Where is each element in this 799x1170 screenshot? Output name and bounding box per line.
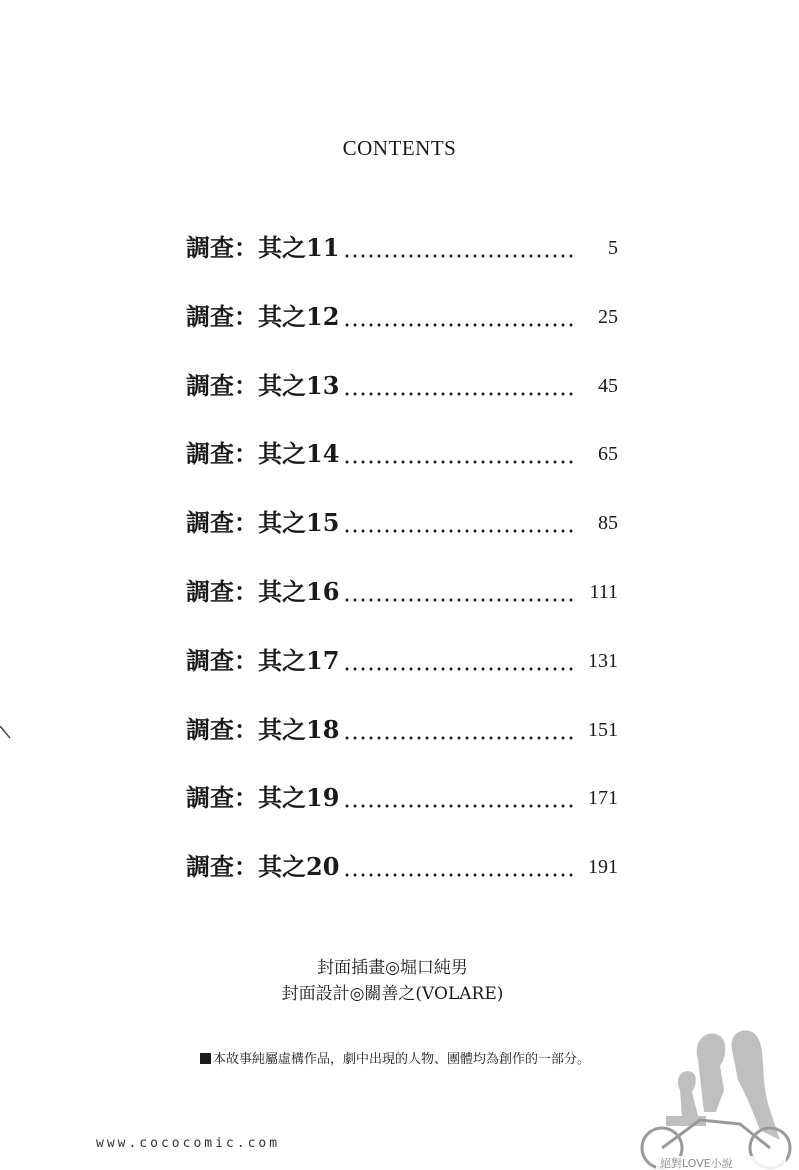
- toc-entry: [186, 434, 618, 503]
- page-title: CONTENTS: [342, 136, 457, 160]
- toc-entry: [186, 710, 618, 779]
- toc-leader-dots: [343, 847, 574, 887]
- toc-leader-dots: [343, 503, 574, 543]
- table-of-contents: [186, 228, 618, 916]
- toc-entry-page: 171: [588, 787, 618, 810]
- cover-design-credit: 封面設計◎關善之(VOLARE): [281, 984, 504, 1004]
- toc-leader-dots: [343, 641, 574, 681]
- toc-leader-dots: [343, 434, 574, 474]
- toc-entry-page: 25: [598, 305, 618, 328]
- toc-leader-dots: [343, 366, 574, 406]
- toc-entry-title: 調查：其之11: [186, 233, 340, 262]
- toc-entry-title: 調查：其之12: [186, 301, 340, 331]
- toc-entry-page: 191: [588, 856, 618, 879]
- toc-entry-title: 調查：其之15: [186, 508, 340, 538]
- toc-entry-title: 調查：其之17: [186, 645, 340, 675]
- toc-entry-title: 調查：其之20: [186, 852, 340, 882]
- toc-entry: [186, 297, 618, 366]
- toc-entry-title: 調查：其之19: [186, 783, 340, 813]
- toc-entry: [186, 847, 618, 916]
- toc-leader-dots: [343, 710, 574, 750]
- toc-entry-title: 調查：其之14: [186, 439, 340, 469]
- toc-leader-dots: [343, 778, 574, 818]
- toc-entry-page: 151: [588, 718, 618, 741]
- credits: [0, 955, 799, 1007]
- toc-entry: [186, 778, 618, 847]
- disclaimer: [200, 1048, 590, 1067]
- toc-entry-page: 85: [598, 512, 618, 535]
- cover-illustration-credit: 封面插畫◎堀口純男: [317, 958, 468, 978]
- square-bullet-icon: [200, 1053, 211, 1064]
- toc-entry-page: 45: [598, 374, 618, 397]
- disclaimer-text: 本故事純屬虛構作品，劇中出現的人物、團體均為創作的一部分。: [213, 1052, 591, 1067]
- toc-entry-page: 5: [608, 237, 618, 259]
- toc-entry: [186, 228, 618, 297]
- toc-entry-page: 111: [589, 580, 618, 603]
- toc-entry-title: 調查：其之16: [186, 576, 340, 606]
- watermark-url: www.cococomic.com: [96, 1136, 281, 1151]
- toc-entry: [186, 366, 618, 435]
- page-edge-mark: [0, 726, 12, 740]
- watermark-logo: [620, 1020, 799, 1170]
- toc-entry: [186, 641, 618, 710]
- toc-entry-title: 調查：其之13: [186, 370, 340, 400]
- toc-leader-dots: [343, 228, 574, 268]
- toc-entry-title: 調查：其之18: [186, 714, 340, 744]
- toc-entry: [186, 503, 618, 572]
- toc-entry: [186, 572, 618, 641]
- toc-leader-dots: [343, 297, 574, 337]
- toc-entry-page: 65: [598, 443, 618, 466]
- watermark-logo-text: 絕對LOVE小說: [660, 1157, 733, 1170]
- toc-entry-page: 131: [588, 649, 618, 672]
- toc-leader-dots: [343, 572, 574, 612]
